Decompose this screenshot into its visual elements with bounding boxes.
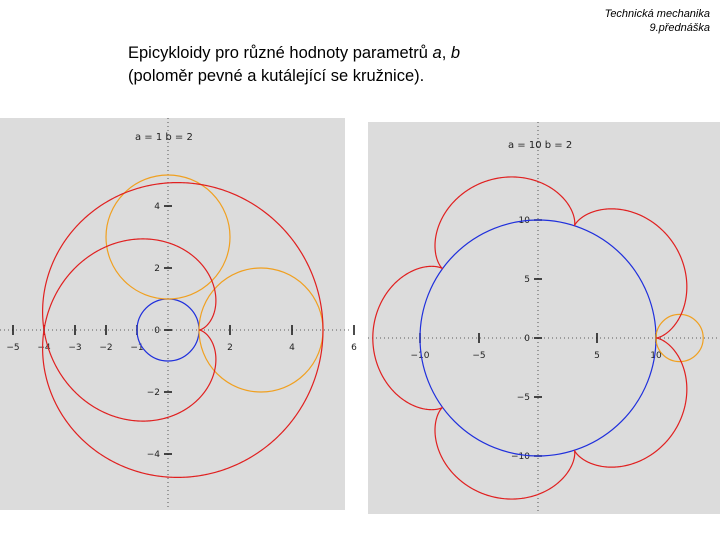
y-tick-label: −10: [511, 452, 530, 462]
y-tick-label: −4: [146, 450, 160, 460]
lecture-number: 9.přednáška: [649, 22, 710, 34]
title-comma: ,: [441, 44, 451, 62]
y-tick-label: −5: [516, 393, 530, 403]
title-prefix: Epicykloidy pro různé hodnoty parametrů: [128, 44, 433, 62]
y-tick-label: 2: [154, 264, 160, 274]
plot-canvas: [0, 118, 357, 510]
title-line-2: (poloměr pevné a kutálející se kružnice).: [128, 67, 425, 85]
course-title: Technická mechanika: [604, 8, 710, 20]
x-tick-label: −1: [130, 343, 144, 353]
slide-title: [128, 42, 460, 88]
title-line-1: [128, 42, 460, 65]
x-tick-label: 6: [351, 343, 357, 353]
y-tick-label: 0: [154, 326, 160, 336]
x-tick-label: 10: [650, 351, 662, 361]
x-tick-label: −4: [37, 343, 51, 353]
epicycloid-plot-a1-b2: [0, 118, 357, 510]
x-tick-label: −10: [410, 351, 430, 361]
x-tick-label: 4: [289, 343, 295, 353]
y-tick-label: 10: [518, 216, 530, 226]
param-b: b: [450, 44, 461, 62]
plot-label: a = 1 b = 2: [135, 132, 193, 143]
x-tick-label: −5: [472, 351, 486, 361]
y-tick-label: 4: [154, 202, 160, 212]
x-tick-label: 5: [594, 351, 600, 361]
x-tick-label: 2: [227, 343, 233, 353]
x-tick-label: −2: [99, 343, 113, 353]
x-tick-label: −3: [68, 343, 82, 353]
plot-canvas: [368, 122, 720, 514]
slide-header: [605, 7, 710, 35]
y-tick-label: −2: [146, 388, 160, 398]
epicycloid-plot-a10-b2: [368, 122, 720, 514]
y-tick-label: 5: [524, 275, 530, 285]
y-tick-label: 0: [524, 334, 530, 344]
x-tick-label: −5: [6, 343, 20, 353]
param-a: a: [432, 44, 442, 62]
plot-label: a = 10 b = 2: [508, 140, 573, 151]
